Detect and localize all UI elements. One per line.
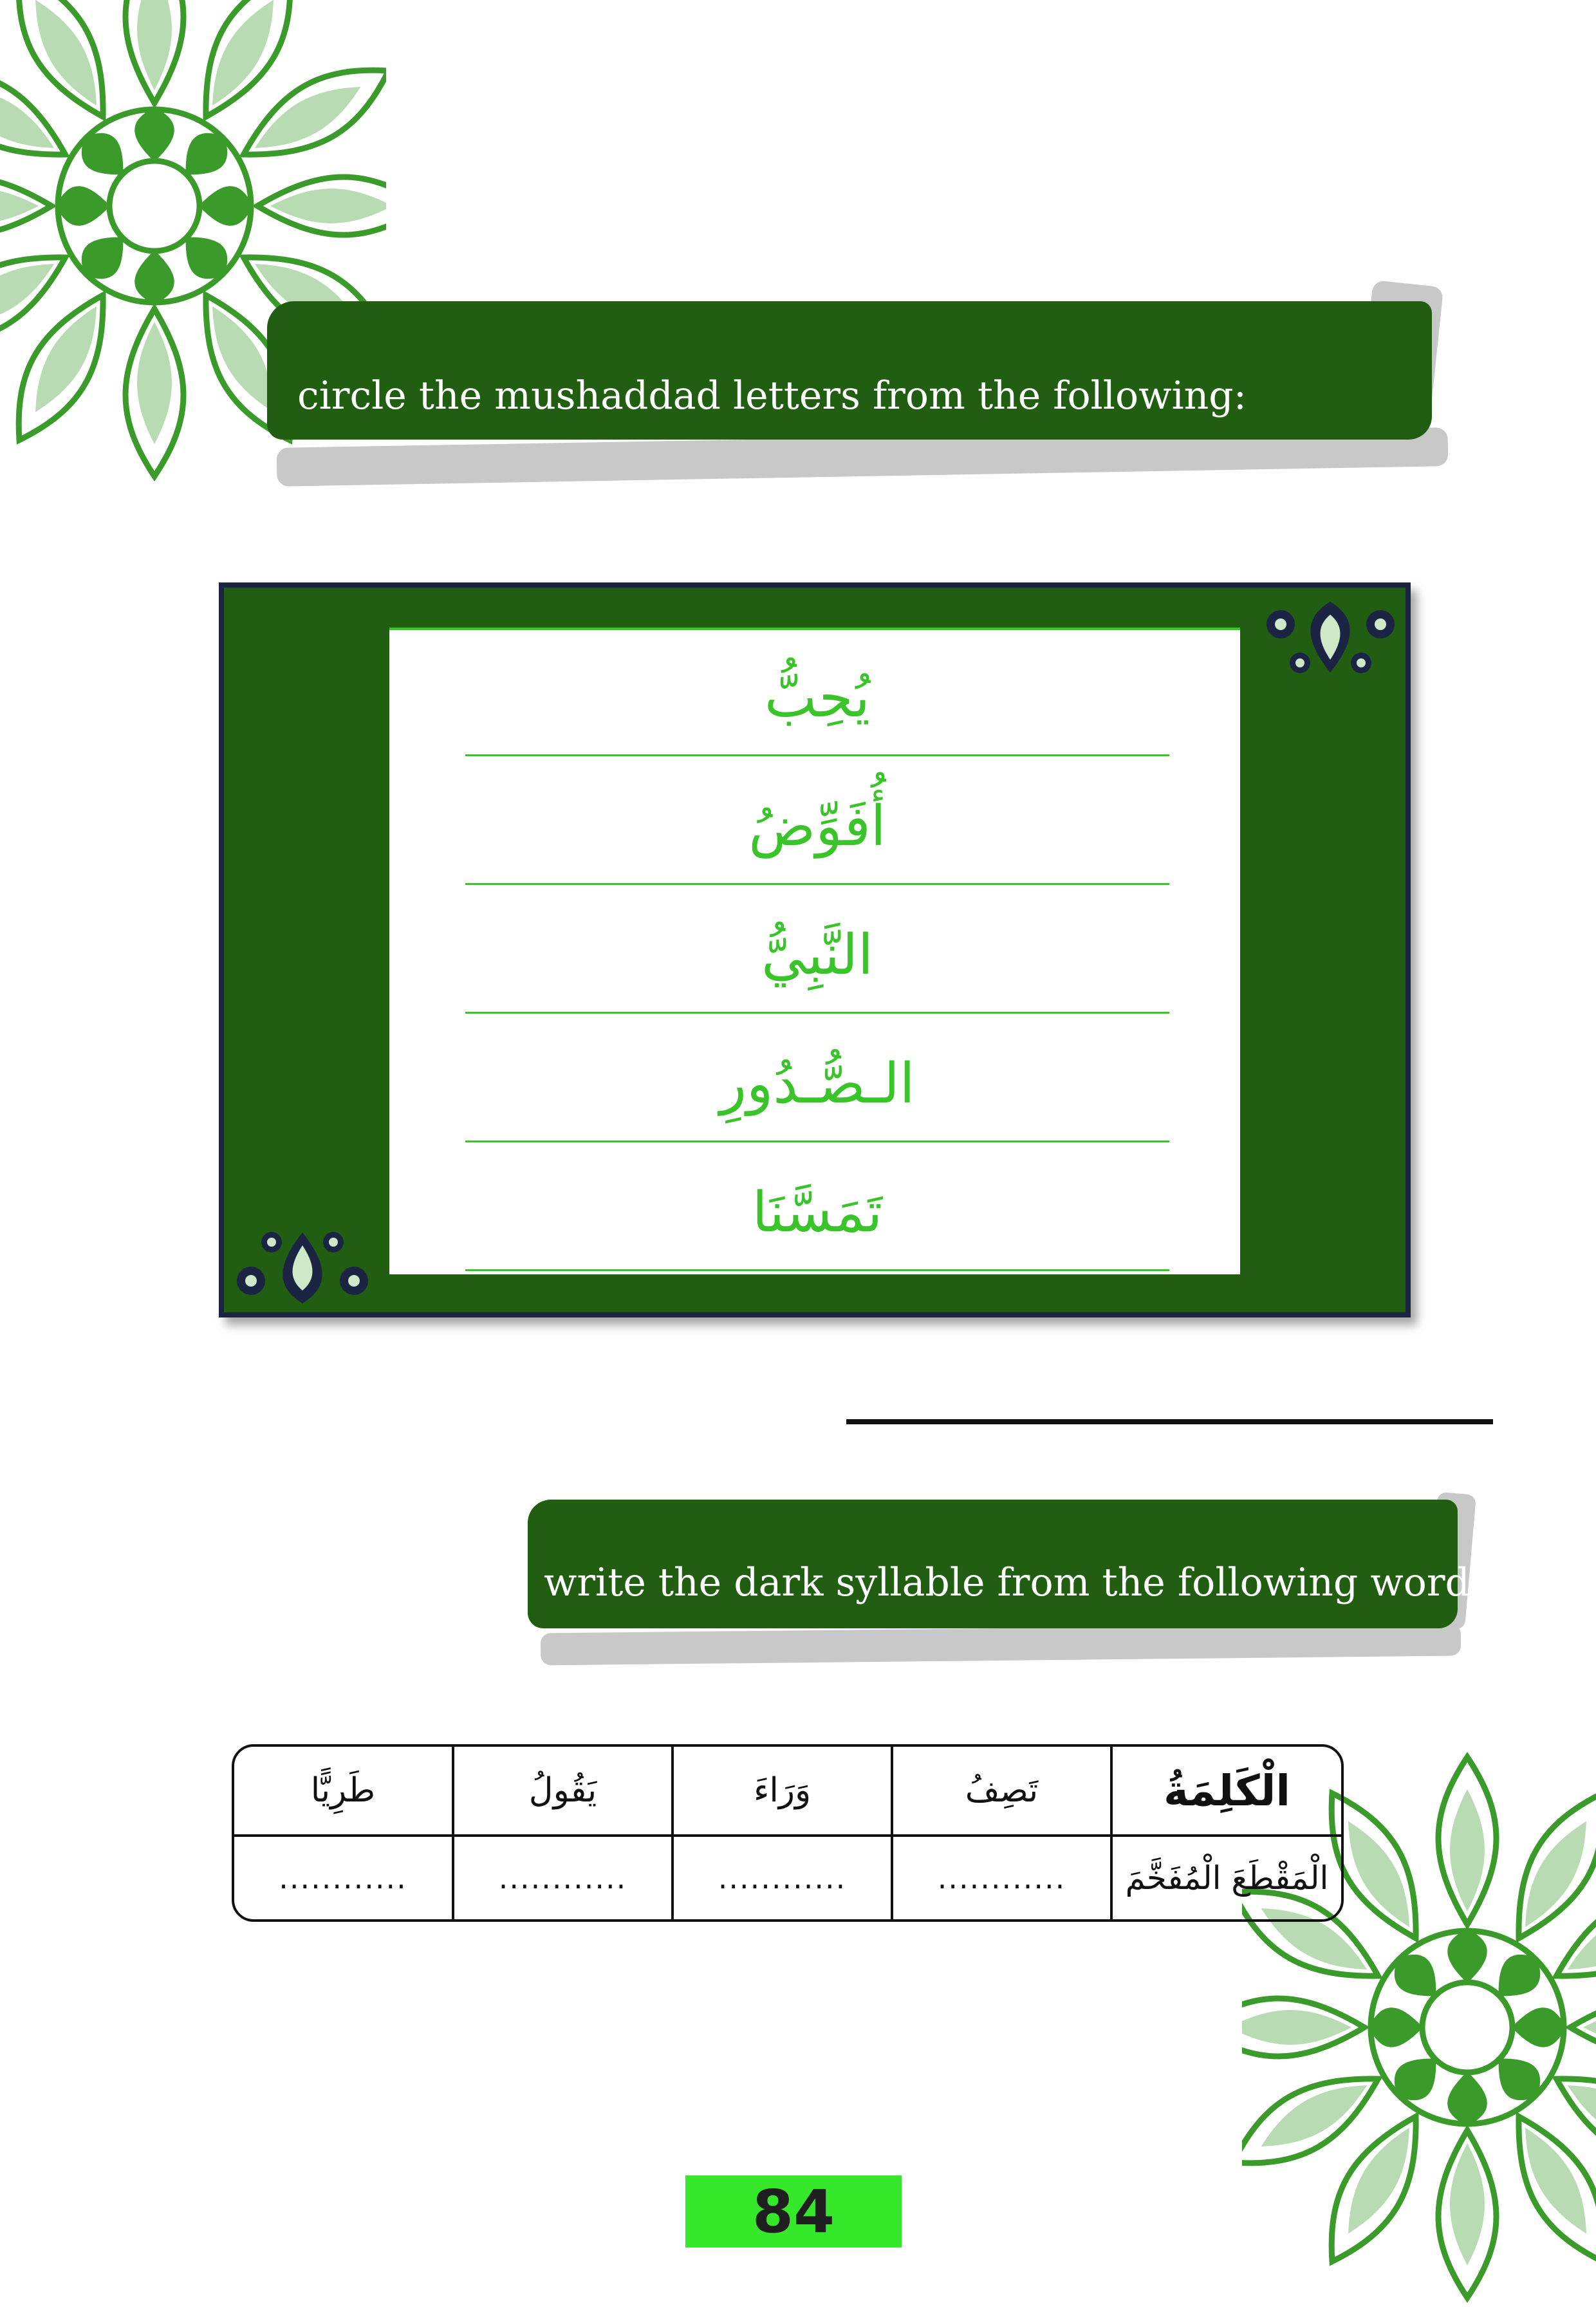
answer-blank[interactable]: ............: [674, 1837, 893, 1919]
table-header-word: الْكَلِمَةُ: [1113, 1747, 1341, 1837]
table-word-cell: تَصِفُ: [893, 1747, 1113, 1837]
word: تَمَسَّنَا: [752, 1180, 883, 1245]
answer-blank[interactable]: ............: [454, 1837, 674, 1919]
exercise2-english-instruction: write the dark syllable from the following words:: [544, 1560, 1503, 1605]
banner-band: [267, 301, 1432, 440]
word: يُحِبُّ: [765, 665, 870, 730]
table-word-cell: وَرَاءَ: [674, 1747, 893, 1837]
exercise1-english-instruction: circle the mushaddad letters from the following:: [297, 373, 1247, 418]
table-header-syllable: الْمَقْطَعَ الْمُفَخَّمَ: [1125, 1859, 1329, 1897]
banner-shadow: [541, 1624, 1461, 1666]
word: أُفَوِّضُ: [748, 794, 886, 859]
word-list-card: [389, 628, 1240, 1274]
section-divider: [846, 1419, 1493, 1424]
floral-corner-ornament-icon: [225, 1213, 380, 1313]
word: الـصُّـدُورِ: [719, 1052, 915, 1116]
word-row[interactable]: [465, 1142, 1169, 1271]
table-word-cell: طَرِيًّا: [234, 1747, 454, 1837]
word-row[interactable]: [465, 1014, 1169, 1142]
word-row[interactable]: [465, 628, 1169, 756]
page-number: 84: [685, 2175, 902, 2247]
answer-blank[interactable]: ............: [234, 1837, 454, 1919]
word-row[interactable]: [465, 885, 1169, 1014]
word-row[interactable]: [465, 756, 1169, 885]
answer-blank[interactable]: ............: [893, 1837, 1113, 1919]
word: النَّبِيُّ: [761, 923, 873, 987]
floral-corner-ornament-icon: [1255, 589, 1406, 689]
syllable-table: [232, 1744, 1344, 1922]
table-word-cell: يَقُولُ: [454, 1747, 674, 1837]
